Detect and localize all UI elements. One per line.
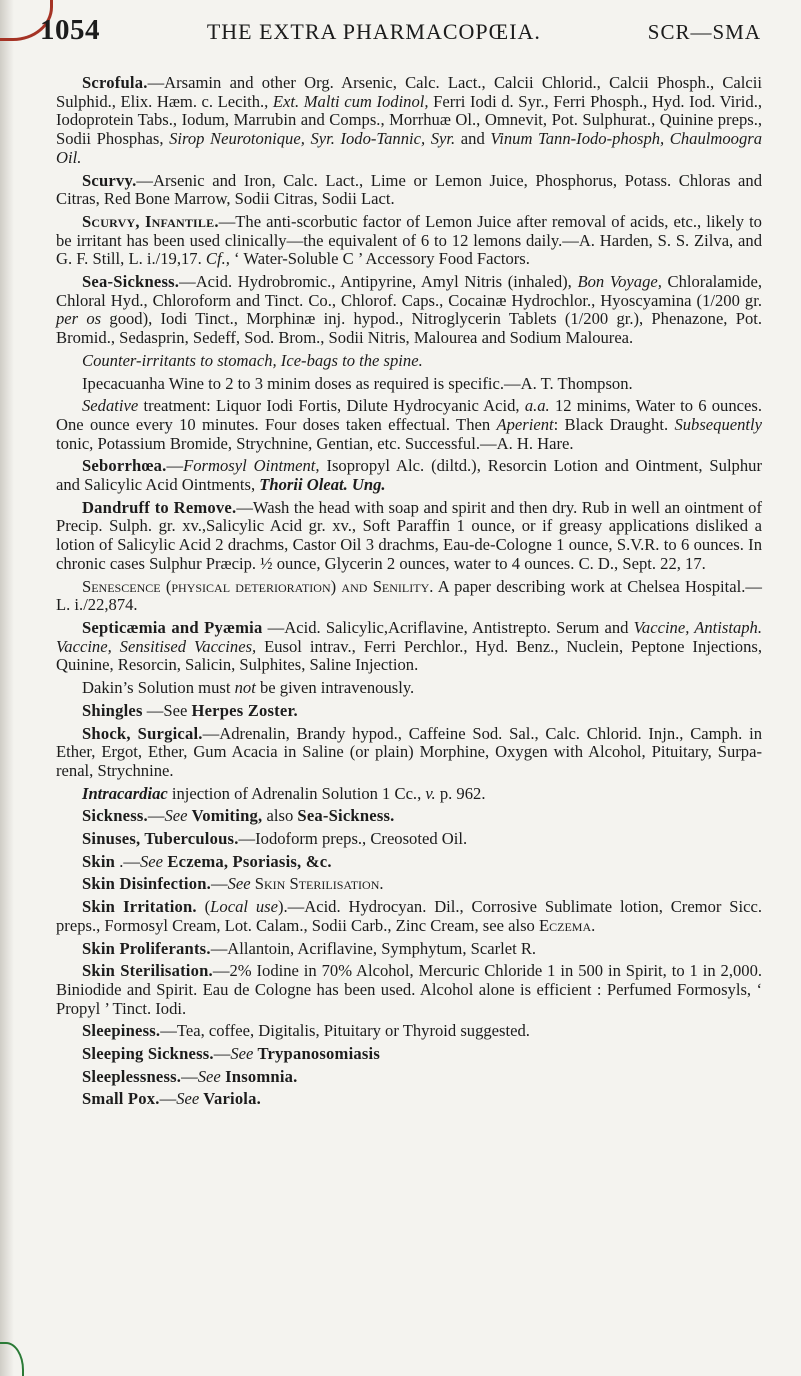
headword: Skin Disinfection. (82, 874, 212, 894)
entry-dakin: Dakin’s Solution must not be given intravenously. (82, 678, 415, 698)
entry-skin-sterilisation: Skin Sterilisation.—2% Iodine in 70% Alcohol, Mercuric Chloride 1 in 500 in Spirit, to 1 in 2,000. Biniodide and Spirit. Eau de Cologne has been used. Alcohol alone is efficient : Perfumed Formosyls, ‘ Propyl ’ Tinct. Iodi. (56, 961, 763, 1018)
entry-shock-surgical: Shock, Surgical.—Adrenalin, Brandy hypod., Caffeine Sod. Sal., Calc. Chlorid. Injn., Camph. in Ether, Ergot, Ether, Gum Acacia in Saline (or plain) Morphine, Oxygen with Alcohol, Pituitary, Surpa-renal, Strychnine. (56, 723, 762, 780)
running-title: THE EXTRA PHARMACOPŒIA. (206, 19, 541, 44)
entry-dandruff: Dandruff to Remove.—Wash the head with soap and spirit and then dry. Rub in well an ointment of Precip. Sulph. gr. xv.,Salicylic Acid gr. xv., Soft Paraffin 1 ounce, or if greasy applications disliked a lotion of Salicylic Acid 2 drachms, Castor Oil 3 drachms, Eau-de-Cologne 1 ounce, S.V.R. to 6 ounces. In chronic cases Sulphur Præcip. ½ ounce, Glycerin 2 ounces, water to 4 ounces. C. D., Sept. 22, 17. (56, 497, 762, 573)
page-number: 1054 (40, 14, 100, 46)
cross-reference: Variola. (199, 1089, 261, 1109)
headword: Shock, Surgical. (82, 723, 203, 743)
headword: Sleepiness. (82, 1021, 161, 1041)
entry-sinuses: Sinuses, Tuberculous.—Iodoform preps., Creosoted Oil. (82, 829, 468, 849)
entry-sedative: Sedative treatment: Liquor Iodi Fortis, Dilute Hydrocyanic Acid, a.a. 12 minims, Water to 6 ounces. One ounce every 10 minutes. Four doses taken effectual. Then Aperient: Black Draught. Subsequently tonic, Potassium Bromide, Strychnine, Gentian, etc. Successful.—A. H. Hare. (56, 396, 762, 453)
headword: Dandruff to Remove. (82, 497, 237, 517)
headword: Scurvy, Infantile. (82, 211, 219, 231)
headword: Sea-Sickness. (82, 272, 180, 292)
cross-reference: Trypanosomiasis (253, 1044, 381, 1064)
entry-list (56, 74, 762, 1113)
headword: Small Pox. (82, 1089, 160, 1109)
cross-reference: Skin Sterilisation. (250, 874, 384, 894)
headword: Septicæmia and Pyæmia (82, 617, 263, 637)
entry-sleeping-sickness: Sleeping Sickness.—See Trypanosomiasis (82, 1044, 381, 1064)
headword: Senescence (physical deterioration) and Senility. (82, 576, 434, 596)
cross-reference: Eczema. (538, 915, 596, 935)
green-edge-mark (0, 1342, 24, 1376)
entry-sea-sickness: Sea-Sickness.—Acid. Hydrobromic., Antipyrine, Amyl Nitris (inhaled), Bon Voyage, Chloralamide, Chloral Hyd., Chloroform and Tinct. Co., Chlorof. Caps., Cocainæ Hydrochlor., Hyoscyamina (1/200 gr. per os good), Iodi Tinct., Morphinæ inj. hypod., Nitroglycerin Tablets (1/200 gr.), Phenazone, Pot. Bromid., Sedasprin, Sedeff, Sod. Brom., Sodii Nitris, Malourea and Sodium Malourea. (56, 272, 762, 348)
headword: Sleeplessness. (82, 1066, 182, 1086)
headword: Scrofula. (82, 73, 148, 92)
cross-reference: Insomnia. (220, 1066, 298, 1086)
entry-scrofula: Scrofula.—Arsamin and other Org. Arsenic, Calc. Lact., Calcii Chlorid., Calcii Phosph., Calcii Sulphid., Elix. Hæm. c. Lecith., Ext. Malti cum Iodinol, Ferri Iodi d. Syr., Ferri Phosph., Hyd. Iod. Virid., Iodoprotein Tabs., Iodum, Marrubin and Comps., Morrhuæ Ol., Omnevit, Pot. Sulphurat., Quinine preps., Sodii Phosphas, Sirop Neurotonique, Syr. Iodo-Tannic, Syr. and Vinum Tann-Iodo-phosph, Chaulmoogra Oil. (56, 73, 763, 167)
headword: Shingles (82, 700, 143, 720)
entry-septicaemia: Septicæmia and Pyæmia —Acid. Salicylic,Acriflavine, Antistrepto. Serum and Vaccine, Antistaph. Vaccine, Sensitised Vaccines, Eusol intrav., Ferri Perchlor., Hyd. Benz., Nuclein, Peptone Injections, Quinine, Resorcin, Salicin, Sulphites, Saline Injection. (56, 617, 763, 675)
entry-counter-irritants: Counter-irritants to stomach, Ice-bags to the spine. (82, 350, 423, 370)
entry-senescence: Senescence (physical deterioration) and Senility. A paper describing work at Chelsea Hospital.—L. i./22,874. (56, 576, 762, 615)
cross-reference: Vomiting, (187, 806, 263, 826)
entry-seborrhoea: Seborrhœa.—Formosyl Ointment, Isopropyl Alc. (diltd.), Resorcin Lotion and Ointment, Sulphur and Salicylic Acid Ointments, Thorii Oleat. Ung. (56, 456, 762, 495)
headword: Scurvy. (82, 170, 137, 190)
entry-scurvy: Scurvy.—Arsenic and Iron, Calc. Lact., Lime or Lemon Juice, Phosphorus, Potass. Chloras and Citras, Red Bone Marrow, Sodii Citras, Sodii Lact. (56, 170, 762, 209)
cross-reference: Herpes Zoster. (191, 700, 298, 720)
entry-skin-proliferants: Skin Proliferants.—Allantoin, Acriflavine, Symphytum, Scarlet R. (82, 938, 537, 958)
entry-skin-disinfection: Skin Disinfection.—See Skin Sterilisation. (82, 874, 384, 894)
entry-sleepiness: Sleepiness.—Tea, coffee, Digitalis, Pituitary or Thyroid suggested. (82, 1021, 530, 1041)
page-header (40, 14, 761, 50)
entry-sleeplessness: Sleeplessness.—See Insomnia. (82, 1066, 298, 1086)
entry-intracardiac: Intracardiac injection of Adrenalin Solution 1 Cc., v. p. 962. (82, 783, 486, 803)
entry-sickness: Sickness.—See Vomiting, also Sea-Sickness. (82, 806, 395, 826)
headword: Sickness. (82, 806, 148, 826)
headword: Skin Proliferants. (82, 938, 211, 958)
headword: Skin Sterilisation. (82, 961, 213, 981)
entry-skin: Skin .—See Eczema, Psoriasis, &c. (82, 851, 332, 871)
headword: Sleeping Sickness. (82, 1044, 214, 1064)
cross-reference: Sea-Sickness. (297, 806, 395, 826)
entry-scurvy-infantile: Scurvy, Infantile.—The anti-scorbutic factor of Lemon Juice after removal of acids, etc., likely to be irritant has been used clinically—the equivalent of 6 to 12 lemons daily.—A. Harden, S. S. Zilva, and G. F. Still, L. i./19,17. Cf., ‘ Water-Soluble C ’ Accessory Food Factors. (56, 211, 762, 269)
entry-ipecacuanha: Ipecacuanha Wine to 2 to 3 minim doses as required is specific.—A. T. Thompson. (82, 373, 633, 393)
headword: Seborrhœa. (82, 456, 167, 476)
fraction: 1/200 (570, 309, 609, 329)
binding-shadow (0, 0, 14, 1376)
headword: Skin (82, 851, 116, 871)
entry-skin-irritation: Skin Irritation. (Local use).—Acid. Hydrocyan. Dil., Corrosive Sublimate lotion, Cremor Sicc. preps., Formosyl Cream, Lot. Calam., Sodii Carb., Zinc Cream, see also Eczema. (56, 897, 762, 935)
headword: Sinuses, Tuberculous. (82, 829, 239, 849)
fraction: 1/200 (702, 290, 740, 310)
headword: Skin Irritation. (82, 897, 197, 917)
entry-small-pox: Small Pox.—See Variola. (82, 1089, 261, 1109)
entry-shingles: Shingles —See Herpes Zoster. (82, 700, 298, 720)
cross-reference: Eczema, Psoriasis, &c. (163, 851, 332, 871)
section-range: SCR—SMA (647, 20, 761, 44)
